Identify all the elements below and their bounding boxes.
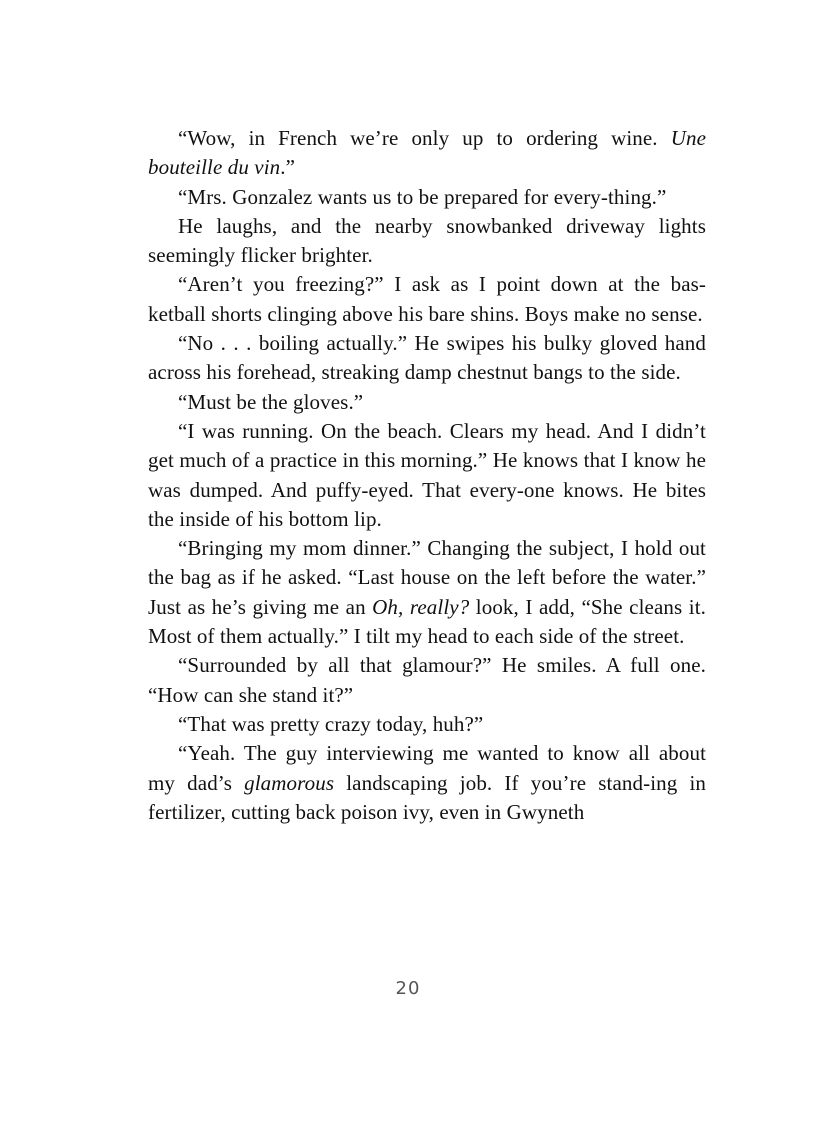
- paragraph: [148, 270, 706, 329]
- text-run: “Mrs. Gonzalez wants us to be prepared for every-thing.”: [178, 184, 667, 209]
- text-run: “That was pretty crazy today, huh?”: [178, 711, 484, 736]
- paragraph: [148, 710, 706, 739]
- body-text: [148, 124, 706, 827]
- paragraph: [148, 534, 706, 651]
- text-run: “Yeah. The guy interviewing me wanted to know all about my dad’s: [148, 741, 706, 795]
- italic-text: glamorous: [244, 770, 335, 795]
- text-run: “Wow, in French we’re only up to ordering wine.: [178, 126, 671, 150]
- paragraph: [148, 739, 706, 827]
- text-run: “No . . . boiling actually.” He swipes his bulky gloved hand across his forehead, streaking damp chestnut bangs to the side.: [148, 331, 706, 385]
- paragraph: [148, 417, 706, 534]
- text-run: .”: [280, 155, 296, 180]
- text-run: He laughs, and the nearby snowbanked driveway lights seemingly flicker brighter.: [148, 213, 706, 268]
- text-run: “I was running. On the beach. Clears my head. And I didn’t get much of a practice in this morning.” He knows that I know he was dumped. And puffy-eyed. That every-one knows. He bites the inside of his bottom lip.: [148, 418, 706, 531]
- paragraph: [148, 388, 706, 417]
- text-run: look, I add, “She cleans it. Most of them actually.” I tilt my head to each side of the street.: [148, 594, 706, 649]
- text-run: “Surrounded by all that glamour?” He smiles. A full one. “How can she stand it?”: [148, 653, 706, 707]
- text-run: landscaping job. If you’re stand-ing in fertilizer, cutting back poison ivy, even in Gwyneth: [148, 770, 707, 824]
- paragraph: [148, 124, 706, 183]
- page-number: 20: [395, 978, 421, 999]
- text-run: “Bringing my mom dinner.” Changing the subject, I hold out the bag as if he asked. “Last house on the left before the water.” Just as he’s giving me an: [148, 536, 706, 619]
- text-run: “Must be the gloves.”: [178, 389, 364, 414]
- paragraph: [148, 183, 706, 212]
- paragraph: [148, 651, 706, 710]
- paragraph: [148, 329, 706, 388]
- text-run: “Aren’t you freezing?” I ask as I point down at the bas-ketball shorts clinging above his bare shins. Boys make no sense.: [148, 272, 706, 326]
- paragraph: [148, 212, 706, 271]
- italic-text: Oh, really?: [372, 594, 470, 619]
- italic-text: Une bouteille du vin: [148, 126, 706, 180]
